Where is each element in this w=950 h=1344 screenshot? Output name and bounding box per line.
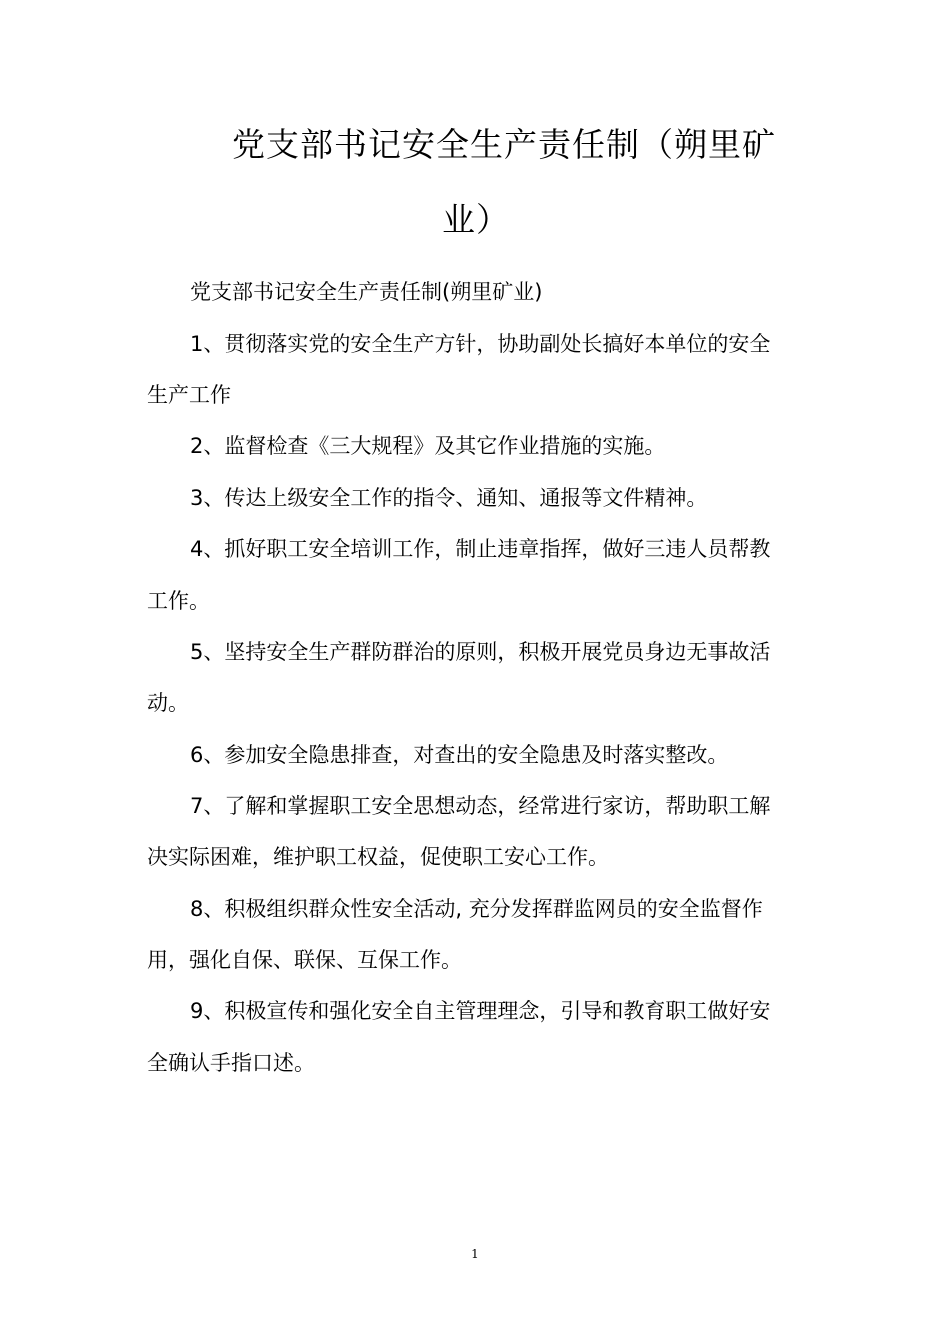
- item-8-line-2: 用，强化自保、联保、互保工作。: [147, 948, 462, 972]
- document-title-line-2: 业）: [442, 200, 510, 239]
- item-7-line-2: 决实际困难，维护职工权益，促使职工安心工作。: [147, 845, 609, 869]
- item-2-line-1: 2、监督检查《三大规程》及其它作业措施的实施。: [190, 434, 666, 458]
- document-title-line-1: 党支部书记安全生产责任制（朔里矿: [232, 125, 776, 164]
- item-9-line-1: 9、积极宣传和强化安全自主管理理念，引导和教育职工做好安: [190, 999, 771, 1023]
- item-9-line-2: 全确认手指口述。: [147, 1051, 315, 1075]
- item-3-line-1: 3、传达上级安全工作的指令、通知、通报等文件精神。: [190, 486, 708, 510]
- item-5-line-1: 5、坚持安全生产群防群治的原则，积极开展党员身边无事故活: [190, 640, 771, 664]
- item-1-line-1: 1、贯彻落实党的安全生产方针，协助副处长搞好本单位的安全: [190, 332, 771, 356]
- item-1-line-2: 生产工作: [147, 383, 231, 407]
- page-number: 1: [471, 1247, 479, 1261]
- item-8-line-1: 8、积极组织群众性安全活动, 充分发挥群监网员的安全监督作: [190, 897, 763, 921]
- item-4-line-1: 4、抓好职工安全培训工作，制止违章指挥，做好三违人员帮教: [190, 537, 771, 561]
- item-4-line-2: 工作。: [147, 589, 210, 613]
- item-6-line-1: 6、参加安全隐患排查，对查出的安全隐患及时落实整改。: [190, 743, 729, 767]
- item-5-line-2: 动。: [147, 691, 189, 715]
- document-subtitle: 党支部书记安全生产责任制(朔里矿业): [190, 280, 543, 304]
- item-7-line-1: 7、了解和掌握职工安全思想动态，经常进行家访，帮助职工解: [190, 794, 771, 818]
